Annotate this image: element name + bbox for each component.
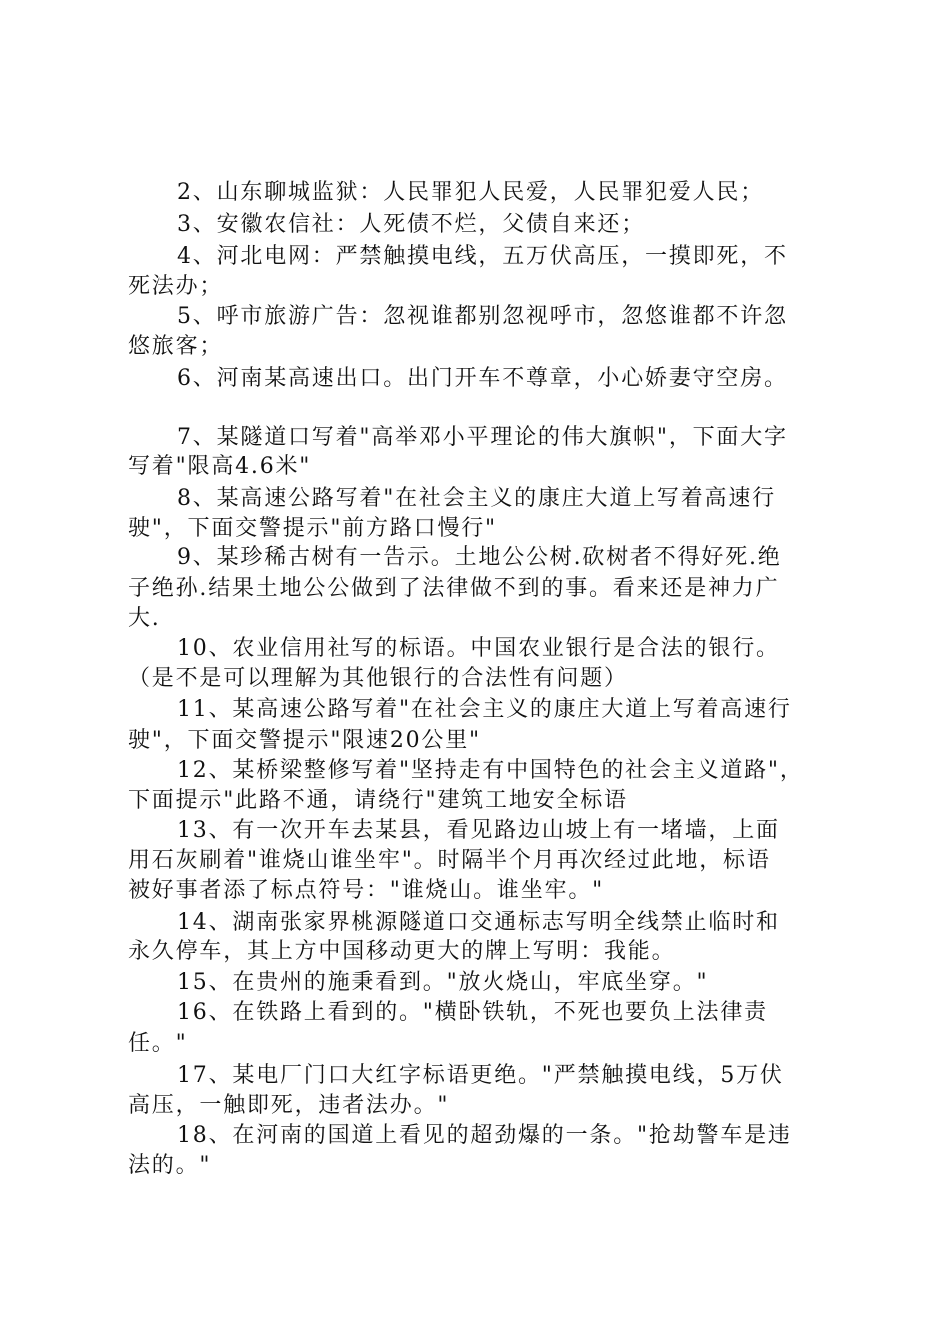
text-line: 6、河南某高速出口。出门开车不尊章，小心娇妻守空房。 bbox=[177, 366, 788, 391]
text-line: 3、安徽农信社：人死债不烂，父债自来还； bbox=[177, 212, 645, 237]
text-line: 8、某高速公路写着"在社会主义的康庄大道上写着高速行 bbox=[177, 486, 776, 511]
text-line: 任。" bbox=[128, 1031, 188, 1056]
text-line: 5、呼市旅游广告：忽视谁都别忽视呼市，忽悠谁都不许忽 bbox=[177, 304, 788, 329]
text-line: 写着"限高4.6米" bbox=[128, 454, 312, 479]
text-line: 下面提示"此路不通，请绕行"建筑工地安全标语 bbox=[128, 788, 628, 813]
text-line: 高压，一触即死，违者法办。" bbox=[128, 1093, 450, 1118]
text-line: 驶"，下面交警提示"前方路口慢行" bbox=[128, 516, 497, 541]
text-line: （是不是可以理解为其他银行的合法性有问题） bbox=[128, 666, 628, 691]
text-line: 悠旅客； bbox=[128, 334, 224, 359]
text-line: 驶"，下面交警提示"限速20公里" bbox=[128, 728, 481, 753]
text-line: 10、农业信用社写的标语。中国农业银行是合法的银行。 bbox=[177, 636, 780, 661]
text-line: 子绝孙.结果土地公公做到了法律做不到的事。看来还是神力广 bbox=[128, 576, 780, 601]
text-line: 用石灰刷着"谁烧山谁坐牢"。时隔半个月再次经过此地，标语 bbox=[128, 848, 771, 873]
text-line: 9、某珍稀古树有一告示。土地公公树.砍树者不得好死.绝 bbox=[177, 545, 782, 570]
text-line: 18、在河南的国道上看见的超劲爆的一条。"抢劫警车是违 bbox=[177, 1123, 792, 1148]
text-line: 永久停车，其上方中国移动更大的牌上写明：我能。 bbox=[128, 939, 676, 964]
text-line: 7、某隧道口写着"高举邓小平理论的伟大旗帜"，下面大字 bbox=[177, 425, 788, 450]
text-line: 法的。" bbox=[128, 1153, 212, 1178]
text-line: 13、有一次开车去某县，看见路边山坡上有一堵墙，上面 bbox=[177, 818, 780, 843]
text-line: 11、某高速公路写着"在社会主义的康庄大道上写着高速行 bbox=[177, 697, 792, 722]
text-line: 17、某电厂门口大红字标语更绝。"严禁触摸电线，5万伏 bbox=[177, 1063, 784, 1088]
text-line: 大. bbox=[128, 606, 161, 631]
text-line: 2、山东聊城监狱：人民罪犯人民爱，人民罪犯爱人民； bbox=[177, 180, 764, 205]
text-line: 被好事者添了标点符号："谁烧山。谁坐牢。" bbox=[128, 878, 605, 903]
text-line: 15、在贵州的施秉看到。"放火烧山，牢底坐穿。" bbox=[177, 970, 709, 995]
text-line: 死法办； bbox=[128, 274, 224, 299]
text-line: 14、湖南张家界桃源隧道口交通标志写明全线禁止临时和 bbox=[177, 910, 780, 935]
text-line: 16、在铁路上看到的。"横卧铁轨，不死也要负上法律责 bbox=[177, 1000, 768, 1025]
text-line: 4、河北电网：严禁触摸电线，五万伏高压，一摸即死，不 bbox=[177, 244, 788, 269]
text-line: 12、某桥梁整修写着"坚持走有中国特色的社会主义道路"， bbox=[177, 758, 804, 783]
